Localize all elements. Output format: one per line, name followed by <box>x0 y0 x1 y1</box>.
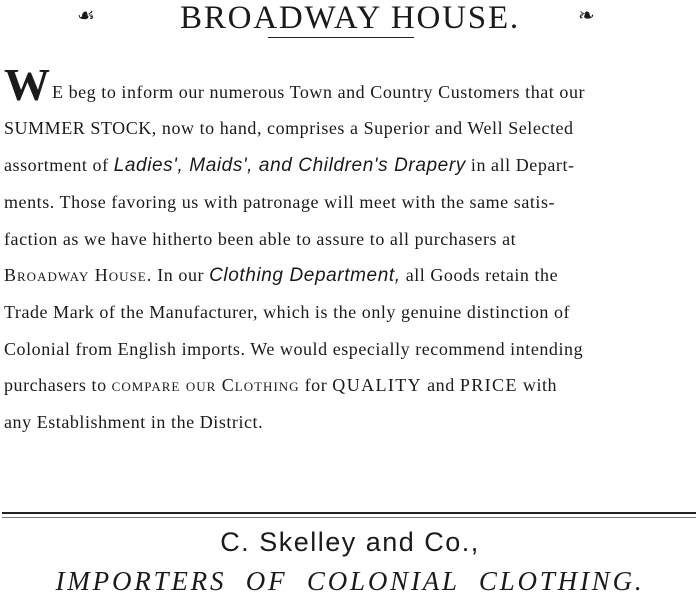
body-line <box>4 331 692 367</box>
body-line <box>4 221 692 257</box>
caps-text: QUALITY <box>332 375 423 396</box>
page-title: BROADWAY HOUSE. <box>180 0 520 36</box>
emphasis-text: Clothing Department, <box>209 265 401 287</box>
body-line <box>4 184 692 220</box>
line-text: purchasers to <box>4 375 112 396</box>
section-divider <box>2 512 696 514</box>
line-text: Colonial from English imports. We would especially recommend intending <box>4 338 584 359</box>
line-text: SUMMER STOCK, now to hand, comprises a Superior and Well Selected <box>4 118 574 139</box>
line-text: and <box>422 375 460 396</box>
body-line <box>4 147 692 184</box>
firm-name: C. Skelley and Co., <box>220 527 480 557</box>
small-caps-text: Broadway House. <box>4 265 153 286</box>
line-text: for <box>299 375 333 396</box>
line-text: with <box>517 375 558 396</box>
hand-ornament-right-icon: ❧ <box>578 5 595 27</box>
body-line <box>4 110 692 146</box>
line-text: any Establishment in the District. <box>4 411 264 432</box>
line-text: E beg to inform our numerous Town and Country Customers that our <box>52 82 586 102</box>
line-text: Trade Mark of the Manufacturer, which is the only genuine distinction of <box>4 302 571 323</box>
caps-text: PRICE <box>459 375 518 396</box>
line-text: all Goods retain the <box>400 265 559 286</box>
drop-cap: W <box>4 59 50 110</box>
body-line <box>4 59 692 110</box>
firm-tagline: IMPORTERS OF COLONIAL CLOTHING. <box>55 566 645 596</box>
masthead <box>0 0 700 40</box>
line-text: In our <box>152 265 210 286</box>
line-text: in all Depart- <box>465 154 575 175</box>
line-text: assortment of <box>4 154 114 175</box>
body-line <box>4 404 692 440</box>
emphasis-text: Ladies', Maids', and Children's Drapery <box>113 154 466 176</box>
body-line <box>4 257 692 294</box>
title-underline <box>268 37 414 38</box>
line-text: faction as we have hitherto been able to assure to all purchasers at <box>4 228 517 249</box>
hand-ornament-left-icon: ☙ <box>77 5 95 27</box>
body-line <box>4 367 692 403</box>
advertisement-body <box>4 59 692 440</box>
section-divider-thin <box>2 517 696 518</box>
body-line <box>4 294 692 330</box>
line-text: ments. Those favoring us with patronage will meet with the same satis- <box>4 192 556 213</box>
small-caps-text: compare our Clothing <box>111 375 300 396</box>
